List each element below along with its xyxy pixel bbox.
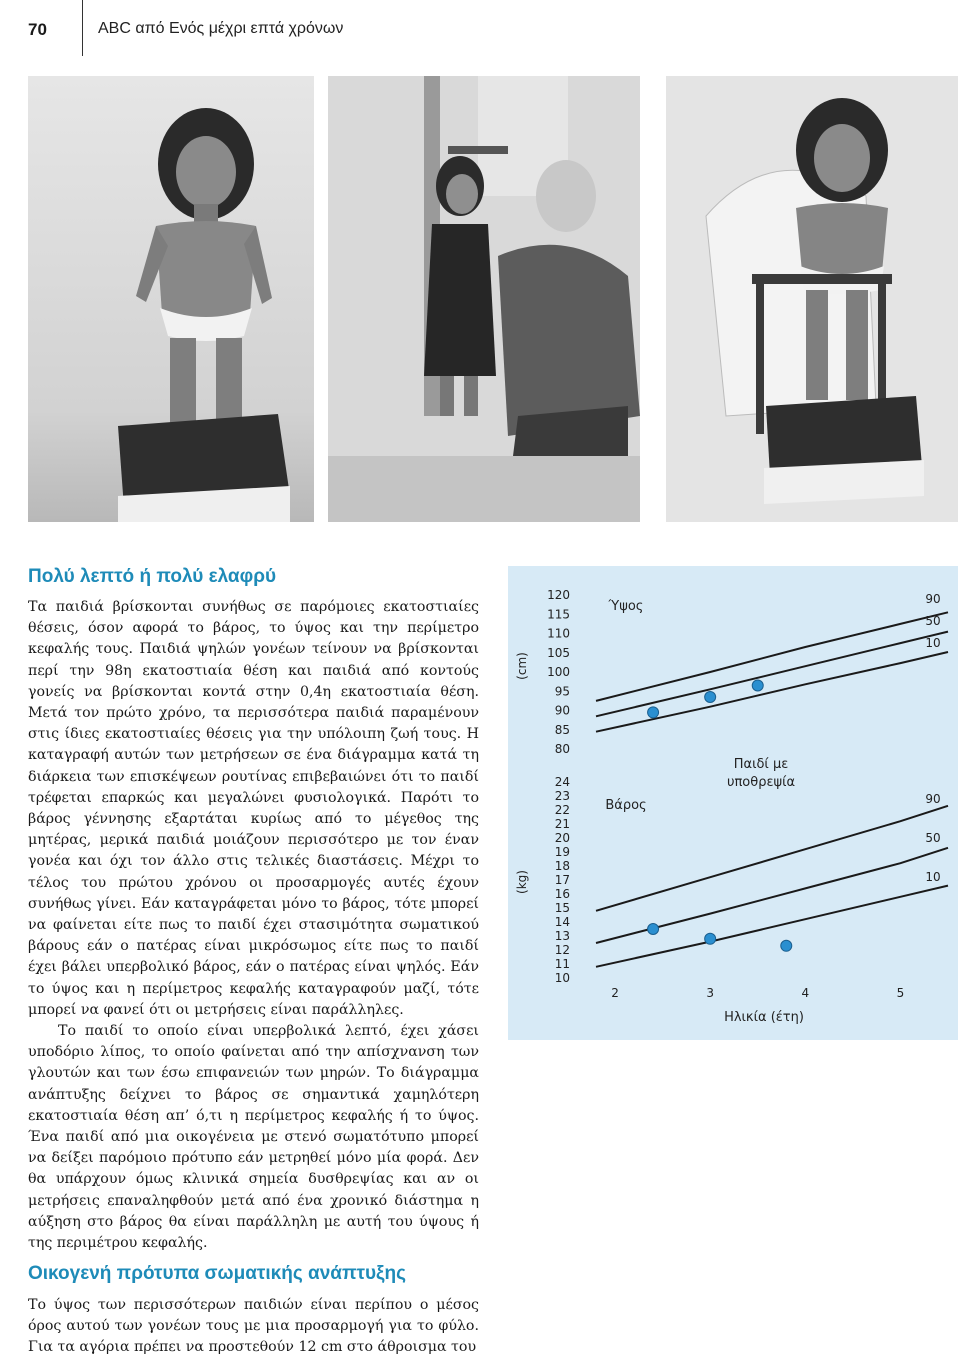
panel-1-ytick: 20 xyxy=(554,831,570,845)
x-axis-label: Ηλικία (έτη) xyxy=(724,1010,804,1025)
panel-1-ytick: 22 xyxy=(554,803,570,817)
panel-0-ytick: 90 xyxy=(554,703,570,718)
annotation-line-1: Παιδί με xyxy=(733,757,789,772)
panel-0-ytick: 100 xyxy=(547,665,570,679)
panel-1-ytick: 12 xyxy=(554,943,570,957)
panel-0-ytick: 80 xyxy=(554,742,570,756)
x-tick-label: 5 xyxy=(896,986,905,1000)
panel-1-ytick: 18 xyxy=(554,859,570,873)
x-tick-label: 4 xyxy=(801,986,810,1000)
panel-1-ytick: 13 xyxy=(554,929,570,943)
photo-child-standing-on-scale xyxy=(28,76,314,522)
panel-1-data-point xyxy=(705,933,716,944)
growth-chart xyxy=(508,566,958,1040)
panel-1-ytick: 21 xyxy=(554,817,570,831)
photo-child-sitting-on-scale xyxy=(666,76,958,522)
panel-1-ytick: 23 xyxy=(554,789,570,803)
panel-1-ytick: 10 xyxy=(554,971,570,985)
page-number: 70 xyxy=(28,20,47,39)
section1-body xyxy=(28,597,479,1254)
panel-0-percentile-curve-90 xyxy=(596,612,948,701)
panel-0-data-point xyxy=(705,692,716,703)
panel-1-percentile-label: 10 xyxy=(925,870,941,884)
panel-1-unit-label: (kg) xyxy=(515,870,529,894)
panel-1-ytick: 15 xyxy=(554,901,570,915)
panel-1-ytick: 11 xyxy=(554,957,570,971)
panel-1-data-point xyxy=(781,940,792,951)
x-tick-label: 2 xyxy=(611,986,619,1000)
panel-0-unit-label: (cm) xyxy=(515,652,529,680)
panel-0-percentile-curve-10 xyxy=(596,652,948,732)
panel-0-ytick: 95 xyxy=(554,684,570,699)
panel-0-ytick: 115 xyxy=(547,607,570,622)
panel-1-percentile-label: 50 xyxy=(925,831,941,845)
page-header xyxy=(0,0,960,56)
panel-1-ytick: 24 xyxy=(554,775,570,789)
panel-1-title: Βάρος xyxy=(605,798,647,813)
book-title: ABC από Ενός μέχρι επτά χρόνων xyxy=(98,20,344,37)
section-title-thin-light: Πολύ λεπτό ή πολύ ελαφρύ xyxy=(28,566,277,587)
growth-chart-svg xyxy=(508,566,958,1040)
panel-0-data-point xyxy=(648,707,659,718)
section1-paragraph-2: Το παιδί το οποίο είναι υπερβολικά λεπτό, έχει χάσει υποδόριο λίπος, το οποίο φαίνεται από την απίσχνανση των γλουτών και των έσω επιφανειών των μηρών. Το διάγραμμα ανάπτυξης δείχνει το βάρος σε σημαντικά χαμηλότερη εκατοστιαία θέση απ’ ό,τι η περίμετρος κεφαλής ή το ύψος. Ένα παιδί από μια οικογένεια με στενό σωματότυπο μπορεί να δείξει παρόμοιο πρότυπο εάν μετρηθεί μόνο μία φορά. Δεν θα υπάρχουν όμως κλινικά σημεία δυσθρεψίας και αν οι μετρήσεις επαναληφθούν μετά από ένα χρονικό διάστημα η αύξηση στο βάρος θα είναι παράλληλη με αυτή του ύψους ή της περιμέτρου κεφαλής. xyxy=(28,1023,479,1252)
panel-1-ytick: 19 xyxy=(554,845,570,859)
annotation-line-2: υποθρεψία xyxy=(726,775,796,790)
section2-body xyxy=(28,1295,479,1359)
panel-0-ytick: 85 xyxy=(554,722,570,737)
panel-1-ytick: 17 xyxy=(554,873,570,887)
panel-0-percentile-label: 50 xyxy=(925,614,941,628)
panel-0-data-point xyxy=(752,680,763,691)
panel-0-title: Ύψος xyxy=(608,599,644,614)
panel-1-ytick: 16 xyxy=(554,887,570,901)
panel-1-percentile-curve-90 xyxy=(596,806,948,911)
header-divider xyxy=(82,0,83,56)
panel-1-percentile-label: 90 xyxy=(925,792,941,806)
section2-paragraph-1: Το ύψος των περισσότερων παιδιών είναι περίπου ο μέσος όρος αυτού των γονέων τους με μια προσαρμογή για το φύλο. Για τα αγόρια πρέπει να προστεθούν 12 cm στο άθροισμα του xyxy=(28,1297,479,1356)
panel-0-ytick: 105 xyxy=(547,645,570,660)
x-tick-label: 3 xyxy=(706,986,714,1000)
section-title-family-patterns: Οικογενή πρότυπα σωματικής ανάπτυξης xyxy=(28,1263,406,1284)
section1-paragraph-1: Τα παιδιά βρίσκονται συνήθως σε παρόμοιες εκατοστιαίες θέσεις, όσον αφορά το βάρος, το ύψος και την περίμετρο κεφαλής τους. Παιδιά ψηλών γονέων τείνουν να βρίσκονται περί την 98η εκατοστιαία θέση και παιδιά από κοντούς γονείς να βρίσκονται κοντά στην 0,4η εκατοστιαία θέση. Μετά τον πρώτο χρόνο, τα περισσότερα παιδιά παραμένουν στις ίδιες εκατοστιαίες θέσεις για την υπόλοιπη ζωή τους. Η καταγραφή αυτών των μετρήσεων σε ένα διάγραμμα κατά τη διάρκεια των επισκέψεων ρουτίνας επιβεβαιώνει ότι το παιδί τρέφεται επαρκώς και μεγαλώνει φυσιολογικά. Παρότι το βάρος γέννησης εξαρτάται κυρίως από το μέγεθος της μητέρας, μερικά παιδιά μοιάζουν περισσότερο με τον έναν γονέα και όχι τον άλλο στις τελικές διαστάσεις. Μέχρι το τέλος του πρώτου χρόνου οι προσαρμογές αυτές έχουν συνήθως γίνει. Εάν καταγράφεται μόνο το βάρος, τότε μπορεί να φαίνεται είτε πως το παιδί έχει στασιμότητα σωματικού βάρους εάν ο πατέρας είναι μικρόσωμος είτε πως το παιδί έχει βάλει υπερβολικό βάρος, εάν ο πατέρας είναι ψηλός. Εάν το ύψος και η περίμετρος κεφαλής καταγραφούν μαζί, τότε μπορεί να φανεί ότι οι μετρήσεις είναι παράλληλες. xyxy=(28,599,479,1018)
panel-0-ytick: 110 xyxy=(547,626,570,641)
panel-0-ytick: 120 xyxy=(547,588,570,602)
panel-0-percentile-label: 90 xyxy=(925,592,941,606)
panel-0-percentile-label: 10 xyxy=(925,636,941,650)
panel-1-data-point xyxy=(648,924,659,935)
photo-doctor-measuring-height xyxy=(328,76,640,522)
panel-1-ytick: 14 xyxy=(554,915,570,929)
panel-0-percentile-curve-50 xyxy=(596,632,948,717)
